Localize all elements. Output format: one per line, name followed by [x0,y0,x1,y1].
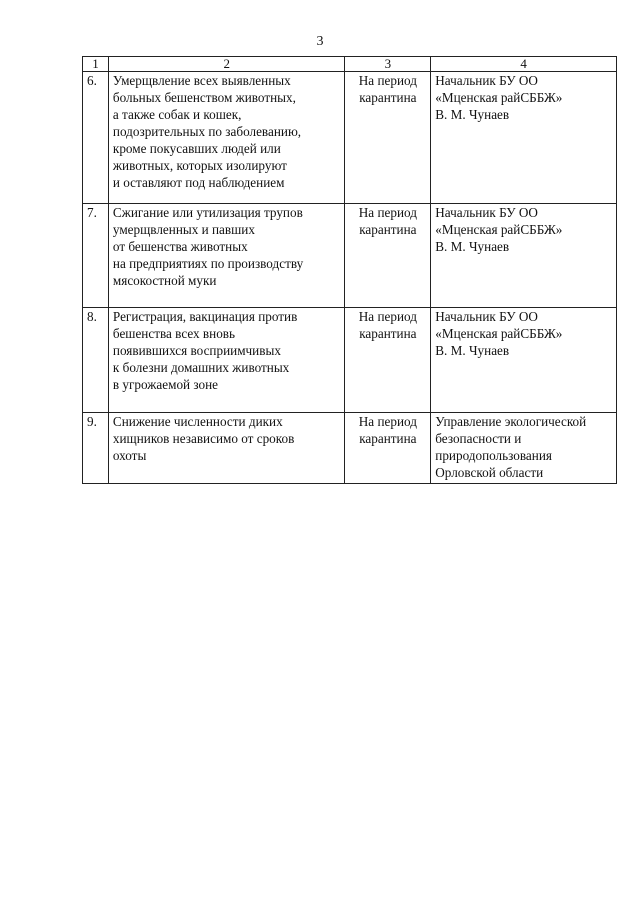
action-line: мясокостной муки [112,273,217,288]
action-line: появившихся восприимчивых [112,343,281,358]
action-line: хищников независимо от сроков [112,431,295,446]
column-header: 2 [108,57,345,72]
measures-table [82,56,617,484]
responsible-line: природопользования [435,448,552,463]
action-line: умерщвленных и павших [112,222,255,237]
row-number: 7. [83,204,109,308]
page-number: 3 [316,34,324,49]
responsible-cell [431,204,617,308]
action-line: бешенства всех вновь [112,326,236,341]
term-cell [345,413,431,484]
responsible-line: В. М. Чунаев [435,107,510,122]
responsible-line: В. М. Чунаев [435,343,510,358]
action-line: на предприятиях по производству [112,256,304,271]
term-line: карантина [359,90,417,105]
action-line: и оставляют под наблюдением [112,175,285,190]
table-header-row [83,57,617,72]
term-line: На период [358,205,417,220]
action-line: подозрительных по заболеванию, [112,124,302,139]
responsible-line: Начальник БУ ОО [435,309,538,324]
responsible-line: Начальник БУ ОО [435,205,538,220]
action-line: Умерщвление всех выявленных [112,73,291,88]
column-header: 1 [83,57,109,72]
action-line: в угрожаемой зоне [112,377,219,392]
action-line: Регистрация, вакцинация против [112,309,298,324]
responsible-line: В. М. Чунаев [435,239,510,254]
action-line: больных бешенством животных, [112,90,296,105]
responsible-cell [431,308,617,413]
term-line: карантина [359,431,417,446]
responsible-line: безопасности и [435,431,522,446]
term-cell [345,308,431,413]
table-row [83,413,617,484]
table-row [83,204,617,308]
action-line: кроме покусавших людей или [112,141,281,156]
action-line: к болезни домашних животных [112,360,290,375]
term-cell [345,72,431,204]
term-line: На период [358,73,417,88]
row-number: 9. [83,413,109,484]
action-cell [108,72,345,204]
table-row [83,308,617,413]
row-number: 8. [83,308,109,413]
term-cell [345,204,431,308]
term-line: карантина [359,222,417,237]
action-cell [108,308,345,413]
column-header: 3 [345,57,431,72]
term-line: На период [358,309,417,324]
action-cell [108,204,345,308]
responsible-line: «Мценская райСББЖ» [435,90,563,105]
responsible-line: «Мценская райСББЖ» [435,222,563,237]
row-number: 6. [83,72,109,204]
action-line: охоты [112,448,147,463]
action-line: Снижение численности диких [112,414,283,429]
action-cell [108,413,345,484]
responsible-line: Управление экологической [435,414,587,429]
responsible-cell [431,72,617,204]
term-line: На период [358,414,417,429]
action-line: от бешенства животных [112,239,248,254]
term-line: карантина [359,326,417,341]
table-row [83,72,617,204]
responsible-line: Орловской области [435,465,544,480]
responsible-line: «Мценская райСББЖ» [435,326,563,341]
responsible-line: Начальник БУ ОО [435,73,538,88]
action-line: а также собак и кошек, [112,107,242,122]
responsible-cell [431,413,617,484]
action-line: животных, которых изолируют [112,158,287,173]
action-line: Сжигание или утилизация трупов [112,205,303,220]
column-header: 4 [431,57,617,72]
